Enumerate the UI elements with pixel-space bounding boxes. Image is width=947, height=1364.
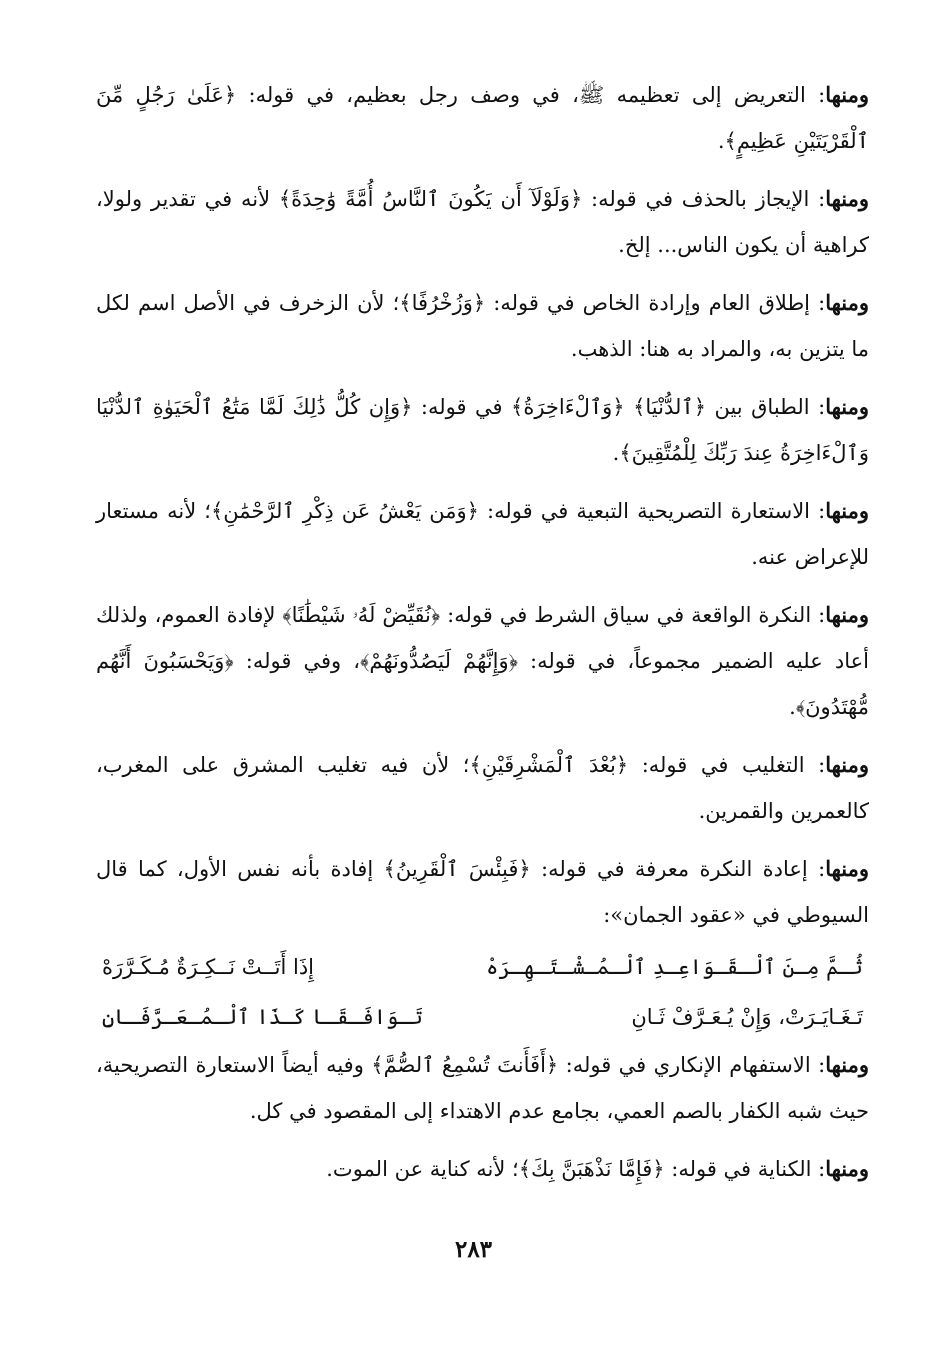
paragraph-1: [96, 72, 869, 164]
paragraph-lead: ومنها: [825, 82, 869, 107]
paragraph-4: [96, 384, 869, 476]
paragraph-lead: ومنها: [825, 856, 869, 881]
paragraph-lead: ومنها: [825, 1052, 869, 1077]
paragraph-lead: ومنها: [825, 1156, 869, 1181]
paragraph-9: [96, 1042, 869, 1134]
paragraph-text: : إطلاق العام وإرادة الخاص في قوله: ﴿وَزُخْرُفًا﴾؛ لأن الزخرف في الأصل اسم لكل ما يتزين به، والمراد به هنا: الذهب.: [96, 291, 869, 361]
paragraph-text: : الإيجاز بالحذف في قوله: ﴿وَلَوْلَآ أَن يَكُونَ ٱلنَّاسُ أُمَّةً وَٰحِدَةً﴾ لأنه في تقدير ولولا، كراهية أن يكون الناس... إلخ.: [96, 187, 869, 257]
paragraph-text: : الطباق بين ﴿ٱلدُّنْيَا﴾ ﴿وَٱلْءَاخِرَةُ﴾ في قوله: ﴿وَإِن كُلُّ ذَٰلِكَ لَمَّا مَتَٰعُ ٱلْحَيَوٰةِ ٱلدُّنْيَا وَٱلْءَاخِرَةُ عِندَ رَبِّكَ لِلْمُتَّقِينَ﴾.: [96, 395, 869, 465]
paragraph-text: : التغليب في قوله: ﴿بُعْدَ ٱلْمَشْرِقَيْنِ﴾؛ لأن فيه تغليب المشرق على المغرب، كالعمرين والقمرين.: [96, 753, 869, 823]
page-number: ٢٨٣: [454, 1236, 493, 1263]
poem-verse-1: [96, 942, 869, 992]
paragraph-6: [96, 592, 869, 730]
paragraph-text: : الاستعارة التصريحية التبعية في قوله: ﴿وَمَن يَعْشُ عَن ذِكْرِ ٱلرَّحْمَٰنِ﴾؛ لأنه مستعار للإعراض عنه.: [96, 499, 869, 569]
paragraph-7: [96, 742, 869, 834]
paragraph-2: [96, 176, 869, 268]
paragraph-10: [96, 1146, 869, 1192]
paragraph-text: : النكرة الواقعة في سياق الشرط في قوله: ﴿نُقَيِّضْ لَهُۥ شَيْطَٰنًا﴾ لإفادة العموم، ولذلك أعاد عليه الضمير مجموعاً، في قوله: ﴿وَإِنَّهُمْ لَيَصُدُّونَهُمْ﴾، وفي قوله: ﴿وَيَحْسَبُونَ أَنَّهُم مُّهْتَدُونَ﴾.: [96, 603, 869, 719]
paragraph-text: : التعريض إلى تعظيمه ﷺ، في وصف رجل بعظيم، في قوله: ﴿عَلَىٰ رَجُلٍ مِّنَ ٱلْقَرْيَتَيْنِ عَظِيمٍ﴾.: [96, 83, 869, 153]
paragraph-lead: ومنها: [825, 290, 869, 315]
paragraph-text: : الكناية في قوله: ﴿فَإِمَّا نَذْهَبَنَّ بِكَ﴾؛ لأنه كناية عن الموت.: [326, 1157, 826, 1181]
poem-verse-2: [96, 992, 869, 1042]
paragraph-3: [96, 280, 869, 372]
paragraph-8: [96, 846, 869, 938]
verse-second-hemistich: تَـوَافَـقَـا كَـذَا ٱلْـمُـعَـرَّفَـانِ: [102, 1005, 423, 1029]
paragraph-5: [96, 488, 869, 580]
paragraph-text: : إعادة النكرة معرفة في قوله: ﴿فَبِئْسَ ٱلْقَرِينُ﴾ إفادة بأنه نفس الأول، كما قال السيوطي في «عقود الجمان»:: [96, 857, 869, 927]
verse-second-hemistich: إِذَا أَتَــتْ نَــكِـرَةٌ مُـكَـرَّرَهْ: [102, 955, 315, 979]
verse-first-hemistich: ثُـمَّ مِـنَ ٱلْـقَـوَاعِـدِ ٱلْـمُـشْـتَـهِـرَهْ: [486, 955, 863, 979]
paragraph-lead: ومنها: [825, 498, 869, 523]
paragraph-lead: ومنها: [825, 186, 869, 211]
paragraph-lead: ومنها: [825, 602, 869, 627]
paragraph-lead: ومنها: [825, 394, 869, 419]
paragraph-text: : الاستفهام الإنكاري في قوله: ﴿أَفَأَنتَ تُسْمِعُ ٱلصُّمَّ﴾ وفيه أيضاً الاستعارة التصريحية، حيث شبه الكفار بالصم العمي، بجامع عدم الاهتداء إلى المقصود في كل.: [96, 1053, 869, 1123]
verse-first-hemistich: تَـغَـايَـرَتْ، وَإِنْ يُـعَـرَّفْ ثَـانِ: [631, 1005, 863, 1029]
paragraph-lead: ومنها: [825, 752, 869, 777]
